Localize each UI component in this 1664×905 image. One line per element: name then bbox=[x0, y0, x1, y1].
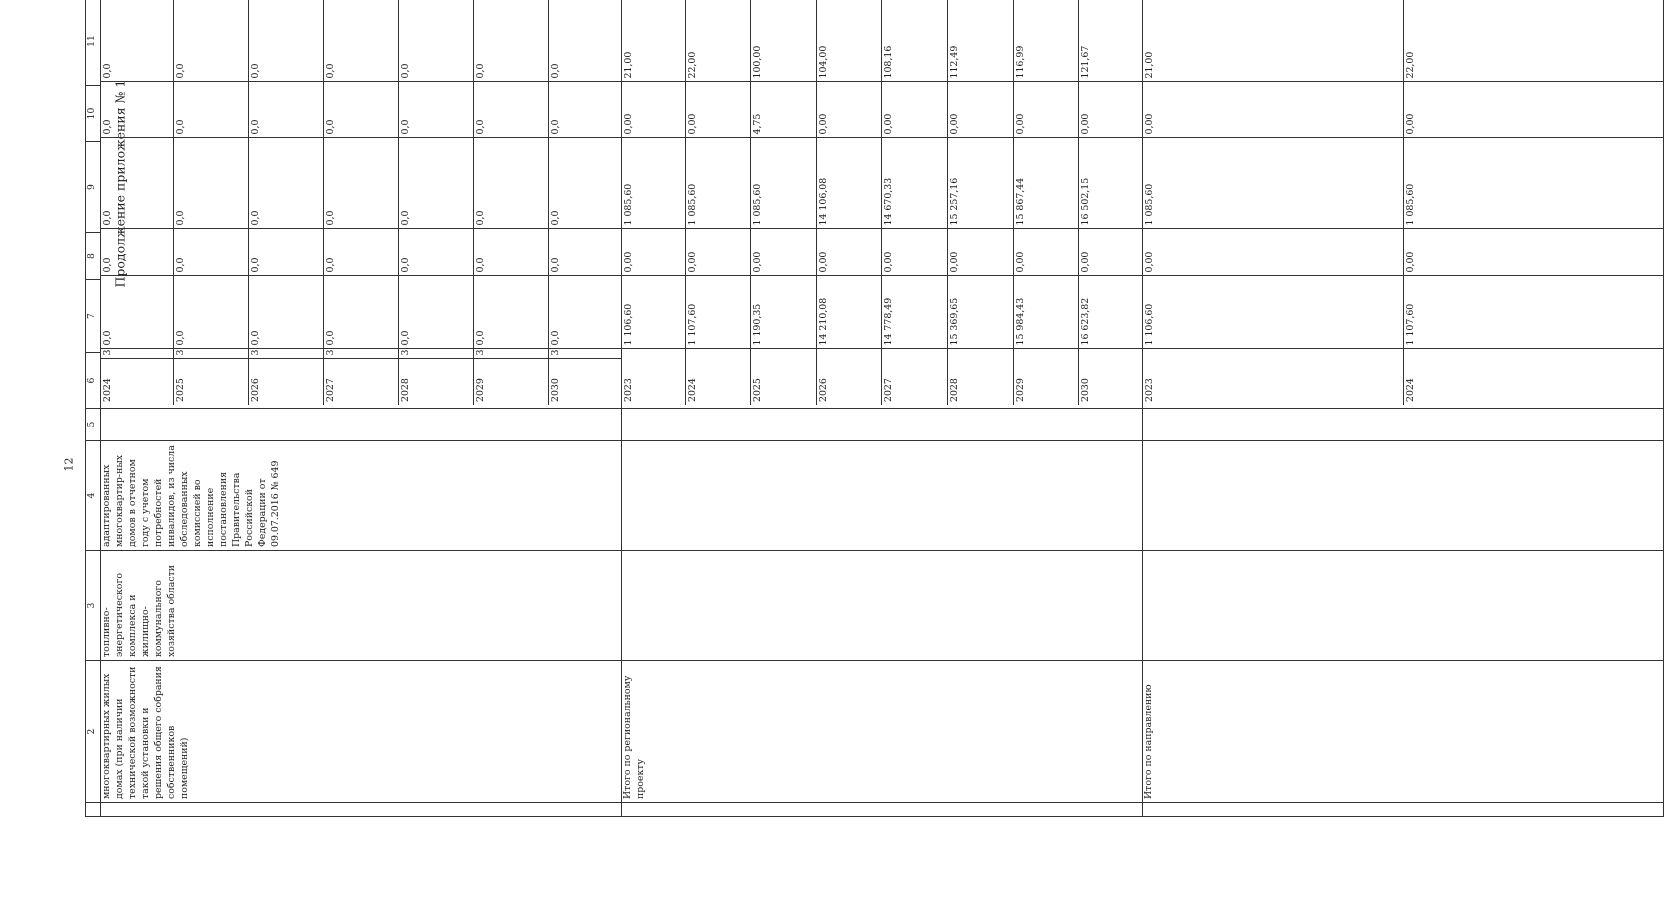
page-number: 12 bbox=[62, 457, 76, 472]
header-cell: 2 bbox=[86, 661, 101, 803]
table-cell: 0,0 bbox=[474, 276, 549, 349]
block1-values bbox=[101, 0, 621, 405]
table-cell: 0,00 bbox=[882, 229, 948, 276]
table-cell: 0,0 bbox=[324, 82, 399, 138]
appendix-table bbox=[85, 0, 1664, 817]
table-cell: 22,00 bbox=[1403, 0, 1663, 82]
table-row bbox=[751, 0, 817, 405]
table-cell: 0,00 bbox=[816, 82, 882, 138]
table-cell: 14 210,08 bbox=[816, 276, 882, 349]
table-cell: 0,0 bbox=[549, 0, 622, 82]
table-cell: 0,0 bbox=[399, 229, 474, 276]
table-cell: 0,00 bbox=[751, 229, 817, 276]
table-cell: 2025 bbox=[174, 359, 249, 405]
table-cell: 0,00 bbox=[685, 82, 751, 138]
table-row bbox=[399, 0, 474, 405]
table-cell: 3 bbox=[474, 349, 549, 359]
header-row bbox=[86, 0, 101, 817]
table-cell: 0,00 bbox=[1013, 82, 1079, 138]
table-row bbox=[882, 0, 948, 405]
direction-total-label: Итого по направлению bbox=[1143, 661, 1664, 803]
table-cell: 0,00 bbox=[1013, 229, 1079, 276]
table-row bbox=[249, 0, 324, 405]
table-cell: 3 bbox=[549, 349, 622, 359]
table-cell: 2029 bbox=[474, 359, 549, 405]
table-row bbox=[816, 0, 882, 405]
table-cell: 0,0 bbox=[549, 82, 622, 138]
table-cell: 0,00 bbox=[1403, 82, 1663, 138]
table-row bbox=[1143, 0, 1664, 817]
header-cell: 8 bbox=[86, 233, 101, 280]
header-cell: 10 bbox=[86, 86, 101, 142]
table-row bbox=[174, 0, 249, 405]
table-cell: 0,00 bbox=[622, 229, 685, 276]
table-cell: 0,0 bbox=[101, 138, 174, 229]
responsible-executor: топливно-энергетического комплекса и жилищно-коммунального хозяйства области bbox=[101, 551, 622, 661]
table-row bbox=[101, 0, 622, 817]
table-cell: 22,00 bbox=[685, 0, 751, 82]
table-cell: 1 106,60 bbox=[1143, 276, 1403, 349]
table-cell: 0,0 bbox=[399, 82, 474, 138]
table-cell: 3 bbox=[324, 349, 399, 359]
table-cell: 0,0 bbox=[174, 276, 249, 349]
table-cell: 14 670,33 bbox=[882, 138, 948, 229]
table-cell: 1 107,60 bbox=[1403, 276, 1663, 349]
table-cell: 1 106,60 bbox=[622, 276, 685, 349]
indicator-description: адаптированных многоквартир-ных домов в отчетном году с учетом потребностей инвалидов, из числа обследованных комиссией во исполнение постановления Правительства Российской Федерации от 09.07.2016 № 649 bbox=[101, 441, 622, 551]
table-cell: 0,0 bbox=[249, 138, 324, 229]
table-cell: 4,75 bbox=[751, 82, 817, 138]
table-cell: 0,0 bbox=[101, 82, 174, 138]
table-cell: 3 bbox=[399, 349, 474, 359]
appendix-caption: Продолжение приложения № 1 bbox=[112, 79, 128, 288]
table-row bbox=[622, 0, 685, 405]
table-cell: 0,0 bbox=[474, 0, 549, 82]
table-cell: 21,00 bbox=[1143, 0, 1403, 82]
measure-description: многоквартирных жилых домах (при наличии технической возможности такой установки и решения общего собрания собственников помещений) bbox=[101, 661, 622, 803]
table-cell: 0,0 bbox=[324, 0, 399, 82]
table-row bbox=[947, 0, 1013, 405]
table-cell: 0,0 bbox=[324, 276, 399, 349]
table-cell: 15 257,16 bbox=[947, 138, 1013, 229]
table-cell: 14 106,08 bbox=[816, 138, 882, 229]
table-cell: 2027 bbox=[324, 359, 399, 405]
table-cell: 2025 bbox=[751, 349, 817, 405]
table-cell: 3 bbox=[249, 349, 324, 359]
table-cell: 0,0 bbox=[249, 82, 324, 138]
table-cell: 2027 bbox=[882, 349, 948, 405]
table-cell: 15 867,44 bbox=[1013, 138, 1079, 229]
table-cell: 0,0 bbox=[101, 229, 174, 276]
table-cell: 0,0 bbox=[474, 138, 549, 229]
table-cell: 0,0 bbox=[399, 276, 474, 349]
table-cell: 2028 bbox=[399, 359, 474, 405]
table-cell: 116,99 bbox=[1013, 0, 1079, 82]
table-cell: 2028 bbox=[947, 349, 1013, 405]
table-cell: 104,00 bbox=[816, 0, 882, 82]
table-cell: 0,0 bbox=[174, 0, 249, 82]
table-cell: 0,00 bbox=[816, 229, 882, 276]
table-cell: 2030 bbox=[1079, 349, 1142, 405]
table-cell: 0,0 bbox=[399, 138, 474, 229]
table-row bbox=[1143, 0, 1403, 405]
block3-values bbox=[1143, 0, 1663, 405]
table-cell: 1 085,60 bbox=[622, 138, 685, 229]
table-cell: 0,00 bbox=[947, 229, 1013, 276]
table-row bbox=[1013, 0, 1079, 405]
table-cell: 15 984,43 bbox=[1013, 276, 1079, 349]
table-cell: 0,0 bbox=[101, 0, 174, 82]
table-row bbox=[474, 0, 549, 405]
table-cell: 14 778,49 bbox=[882, 276, 948, 349]
table-cell: 21,00 bbox=[622, 0, 685, 82]
table-row bbox=[685, 0, 751, 405]
table-cell: 121,67 bbox=[1079, 0, 1142, 82]
table-cell: 0,0 bbox=[324, 229, 399, 276]
table-cell: 100,00 bbox=[751, 0, 817, 82]
table-cell: 3 bbox=[101, 349, 174, 359]
table-cell: 1 085,60 bbox=[1403, 138, 1663, 229]
table-cell: 2024 bbox=[685, 349, 751, 405]
table-cell: 2023 bbox=[1143, 349, 1403, 405]
header-cell: 9 bbox=[86, 142, 101, 233]
header-cell: 3 bbox=[86, 551, 101, 661]
table-cell: 0,0 bbox=[249, 276, 324, 349]
table-row bbox=[622, 0, 1143, 817]
table-cell: 0,0 bbox=[549, 229, 622, 276]
table-cell: 0,0 bbox=[474, 229, 549, 276]
table-cell: 0,0 bbox=[174, 82, 249, 138]
table-cell: 0,0 bbox=[549, 276, 622, 349]
table-cell: 0,00 bbox=[882, 82, 948, 138]
subtotal-label: Итого по региональному проекту bbox=[622, 661, 1143, 803]
rotated-table-wrapper bbox=[85, 0, 1416, 817]
header-cell: 5 bbox=[86, 409, 101, 441]
table-cell: 1 107,60 bbox=[685, 276, 751, 349]
table-cell: 0,00 bbox=[1403, 229, 1663, 276]
table-cell: 0,00 bbox=[947, 82, 1013, 138]
table-cell: 1 190,35 bbox=[751, 276, 817, 349]
header-cell bbox=[86, 803, 101, 817]
header-cell: 4 bbox=[86, 441, 101, 551]
table-cell: 0,00 bbox=[622, 82, 685, 138]
table-cell: 1 085,60 bbox=[1143, 138, 1403, 229]
table-cell: 15 369,65 bbox=[947, 276, 1013, 349]
table-row bbox=[1079, 0, 1142, 405]
table-cell: 0,00 bbox=[685, 229, 751, 276]
table-cell: 0,0 bbox=[324, 138, 399, 229]
table-cell: 16 502,15 bbox=[1079, 138, 1142, 229]
table-cell: 0,00 bbox=[1079, 82, 1142, 138]
header-cell: 7 bbox=[86, 280, 101, 353]
header-cell: 6 bbox=[86, 353, 101, 409]
table-cell: 16 623,82 bbox=[1079, 276, 1142, 349]
table-cell: 0,0 bbox=[174, 229, 249, 276]
table-cell: 2026 bbox=[249, 359, 324, 405]
table-cell: 0,0 bbox=[474, 82, 549, 138]
table-cell: 112,49 bbox=[947, 0, 1013, 82]
table-cell: 0,0 bbox=[399, 0, 474, 82]
table-cell: 0,00 bbox=[1143, 229, 1403, 276]
table-cell: 2024 bbox=[101, 359, 174, 405]
table-row bbox=[324, 0, 399, 405]
table-cell: 2029 bbox=[1013, 349, 1079, 405]
table-cell: 2026 bbox=[816, 349, 882, 405]
table-cell: 0,0 bbox=[101, 276, 174, 349]
table-cell: 1 085,60 bbox=[751, 138, 817, 229]
table-cell: 0,00 bbox=[1143, 82, 1403, 138]
table-cell: 0,00 bbox=[1079, 229, 1142, 276]
table-cell: 0,0 bbox=[249, 0, 324, 82]
table-cell: 2030 bbox=[549, 359, 622, 405]
table-cell: 3 bbox=[174, 349, 249, 359]
table-cell: 2024 bbox=[1403, 349, 1663, 405]
table-cell: 0,0 bbox=[249, 229, 324, 276]
table-cell: 0,0 bbox=[549, 138, 622, 229]
header-cell: 11 bbox=[86, 0, 101, 86]
block2-values bbox=[622, 0, 1142, 405]
table-cell: 2023 bbox=[622, 349, 685, 405]
table-cell: 0,0 bbox=[174, 138, 249, 229]
table-row bbox=[1403, 0, 1663, 405]
table-cell: 1 085,60 bbox=[685, 138, 751, 229]
table-cell: 108,16 bbox=[882, 0, 948, 82]
table-row bbox=[549, 0, 622, 405]
table-row bbox=[101, 0, 174, 405]
